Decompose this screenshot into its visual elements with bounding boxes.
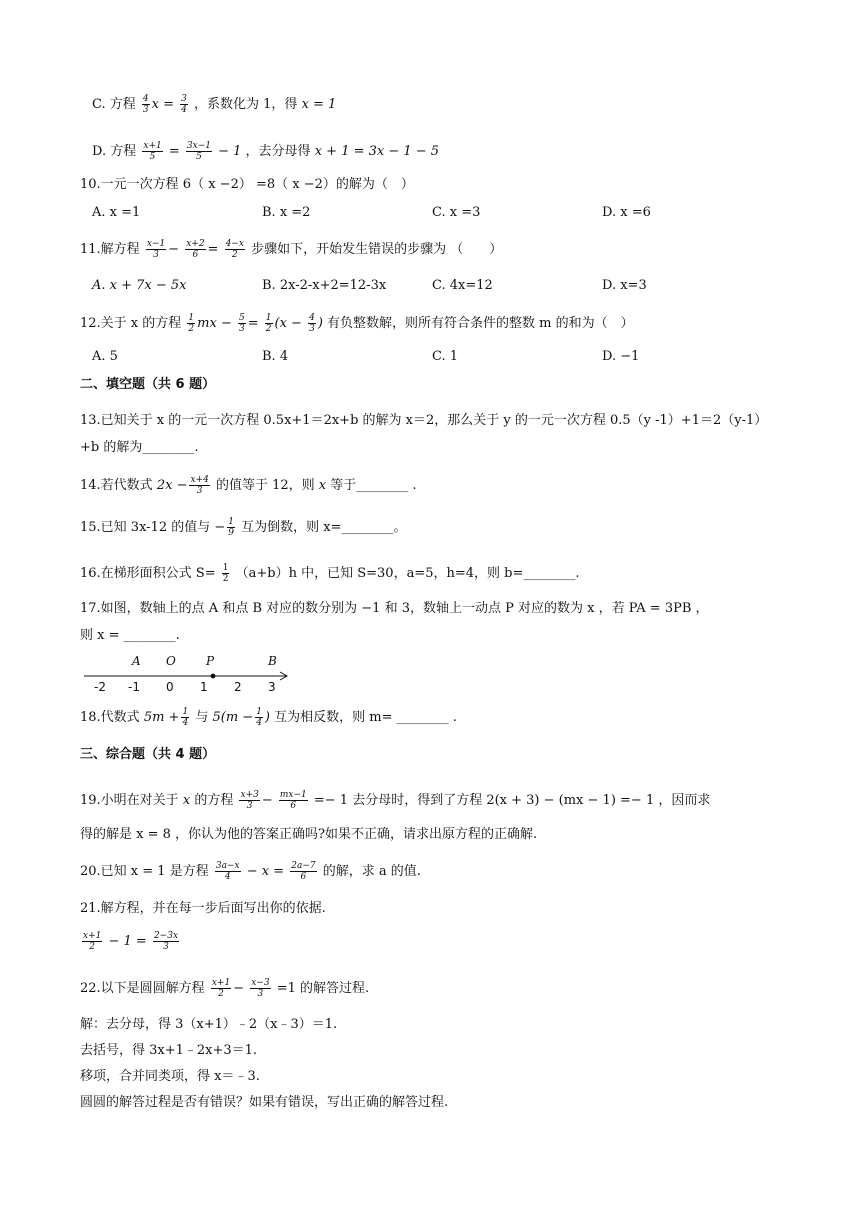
tick-label: -2 xyxy=(94,680,106,694)
question-20: 20.已知 x = 1 是方程 $\frac{3a-x}{4}$ − x = $\frac{2a-7}{6}$ 的解，求 a 的值. xyxy=(80,861,421,882)
fraction: $\frac{2a-7}{6}$ xyxy=(291,861,316,882)
option-b[interactable]: B. 4 xyxy=(262,349,289,364)
question-18: 18.代数式 5m + $\frac{1}{4}$ 与 5(m − $\frac{1}{4}$ ) 互为相反数，则 m= ________ . xyxy=(80,707,457,728)
question-19-line-1: 19.小明在对关于 x 的方程 $\frac{x+3}{3}$ − $\frac{mx-1}{6}$ =− 1 去分母时，得到了方程 2(x + 3) − (mx − 1) =− 1 ，因而求 xyxy=(80,790,711,811)
question-18-post: 互为相反数，则 m= ________ . xyxy=(274,710,457,725)
question-15: 15.已知 3x-12 的值与 − $\frac{1}{9}$ 互为倒数，则 x=________。 xyxy=(80,517,407,538)
option-d[interactable]: D. x =6 xyxy=(602,205,651,220)
question-13-line-1: 13.已知关于 x 的一元一次方程 0.5x+1＝2x+b 的解为 x＝2，那么关于 y 的一元一次方程 0.5（y -1）+1＝2（y-1） xyxy=(80,413,768,428)
fraction: $\frac{1}{4}$ xyxy=(256,707,262,728)
point-p-dot xyxy=(211,674,216,679)
question-21-equation: $\frac{x+1}{2}$ − 1 = $\frac{2-3x}{3}$ xyxy=(83,931,179,952)
option-b[interactable]: B. x =2 xyxy=(262,205,311,220)
question-16-post: （a+b）h 中，已知 S=30，a=5，h=4，则 b=________. xyxy=(235,566,580,581)
question-16-stem: 16.在梯形面积公式 S= xyxy=(80,566,216,581)
fraction: $\frac{1}{9}$ xyxy=(228,517,235,538)
question-20-post: 的解，求 a 的值. xyxy=(322,864,421,879)
fraction: $\frac{4}{3}$ xyxy=(309,313,315,334)
number-line-figure xyxy=(82,652,292,696)
fraction: $\frac{1}{2}$ xyxy=(265,313,272,334)
option-b[interactable]: B. 2x-2-x+2=12-3x xyxy=(262,278,387,293)
fraction: $\frac{3x-1}{5}$ xyxy=(186,141,211,162)
option-d[interactable]: D. x=3 xyxy=(602,278,647,293)
variable: x xyxy=(318,478,327,493)
question-20-stem: 20.已知 x = 1 是方程 xyxy=(80,864,209,879)
question-12-options xyxy=(92,347,792,367)
question-13-line-2: +b 的解为________. xyxy=(80,440,199,455)
fraction: $\frac{x+4}{3}$ xyxy=(190,475,209,496)
tick-label: 1 xyxy=(200,680,208,694)
question-15-stem: 15.已知 3x-12 的值与 xyxy=(80,520,211,535)
question-12: 12.关于 x 的方程 $\frac{1}{2}$ mx − $\frac{5}{3}$ = $\frac{1}{2}$ (x − $\frac{4}{3}$ ) 有负整数解，则所有符合条件的整数 m 的和为（ ） xyxy=(80,313,634,334)
question-17-line-2: 则 x = ________. xyxy=(80,628,180,643)
fraction: $\frac{2-3x}{3}$ xyxy=(153,931,179,952)
option-a[interactable]: A. x + 7x − 5x xyxy=(92,278,187,293)
question-16 xyxy=(80,563,580,584)
solution-line-1: 解：去分母，得 3（x+1）﹣2（x﹣3）＝1. xyxy=(80,1017,338,1032)
question-10: 10.一元一次方程 6（ x −2） =8（ x −2）的解为（ ） xyxy=(80,177,414,192)
fraction: $\frac{1}{2}$ xyxy=(188,313,195,334)
option-a[interactable]: A. 5 xyxy=(92,349,118,364)
fraction: $\frac{3a-x}{4}$ xyxy=(215,861,240,882)
option-c-suffix: ，系数化为 1，得 xyxy=(194,97,298,112)
question-11: 11.解方程 $\frac{x-1}{3}$ − $\frac{x+2}{6}$ = $\frac{4-x}{2}$ 步骤如下，开始发生错误的步骤为 （ ） xyxy=(80,239,503,260)
question-18-mid: 与 xyxy=(195,710,209,725)
fraction: $\frac{5}{3}$ xyxy=(239,313,245,334)
question-22-post: =1 的解答过程. xyxy=(276,981,370,996)
question-14-mid: 的值等于 12，则 xyxy=(215,478,315,493)
question-11-stem: 11.解方程 xyxy=(80,242,140,257)
fraction: $\frac{x+3}{3}$ xyxy=(240,790,259,811)
option-d-result: x + 1 = 3x − 1 − 5 xyxy=(314,144,440,159)
question-11-options xyxy=(92,276,792,296)
question-11-post: 步骤如下，开始发生错误的步骤为 （ ） xyxy=(251,242,503,257)
option-c[interactable]: C. 1 xyxy=(432,349,459,364)
question-12-post: 有负整数解，则所有符合条件的整数 m 的和为（ ） xyxy=(327,316,634,331)
question-14-stem: 14.若代数式 xyxy=(80,478,153,493)
fraction: $\frac{1}{4}$ xyxy=(182,707,189,728)
question-10-options xyxy=(92,203,792,223)
option-d[interactable]: D. −1 xyxy=(602,349,640,364)
fraction: $\frac{4-x}{2}$ xyxy=(225,239,244,260)
option-c[interactable]: C. 4x=12 xyxy=(432,278,493,293)
question-18-stem: 18.代数式 xyxy=(80,710,140,725)
question-19-mid: 的方程 xyxy=(194,793,234,808)
question-19-line-2: 得的解是 x = 8 ，你认为他的答案正确吗?如果不正确，请求出原方程的正确解. xyxy=(80,827,538,842)
question-22-stem: 22.以下是圆圆解方程 xyxy=(80,981,205,996)
fraction: $\frac{mx-1}{6}$ xyxy=(279,790,307,811)
question-19-stem: 19.小明在对关于 xyxy=(80,793,179,808)
point-o-label: O xyxy=(166,654,176,668)
option-d-prefix: D. 方程 xyxy=(92,144,137,159)
option-c-line: C. 方程 $\frac{4}{3}$ x = $\frac{3}{4}$ ，系数化为 1，得 x = 1 xyxy=(92,94,337,115)
question-14: 14.若代数式 2x − $\frac{x+4}{3}$ 的值等于 12，则 x 等于________ . xyxy=(80,475,417,496)
question-17-line-1: 17.如图，数轴上的点 A 和点 B 对应的数分别为 −1 和 3，数轴上一动点 P 对应的数为 x ，若 PA = 3PB ， xyxy=(80,601,709,616)
tick-label: 2 xyxy=(234,680,242,694)
section-2-heading: 二、填空题（共 6 题） xyxy=(80,377,216,392)
fraction: $\frac{x-3}{3}$ xyxy=(251,978,270,999)
question-21: 21.解方程，并在每一步后面写出你的依据. xyxy=(80,901,326,916)
option-d-tail: − 1 xyxy=(218,144,242,159)
option-c-prefix: C. 方程 xyxy=(92,97,136,112)
section-3-heading: 三、综合题（共 4 题） xyxy=(80,747,216,762)
solution-line-3: 移项，合并同类项，得 x＝﹣3. xyxy=(80,1069,260,1084)
tick-label: 0 xyxy=(166,680,174,694)
fraction: $\frac{3}{4}$ xyxy=(181,94,187,115)
option-c-result: x = 1 xyxy=(301,97,337,112)
fraction: $\frac{x+2}{6}$ xyxy=(186,239,205,260)
question-19-equation: =− 1 去分母时，得到了方程 2(x + 3) − (mx − 1) =− 1 ，因而求 xyxy=(313,793,711,808)
option-d-suffix: ，去分母得 xyxy=(245,144,311,159)
fraction: $\frac{4}{3}$ xyxy=(142,94,149,115)
tick-label: -1 xyxy=(128,680,140,694)
tick-label: 3 xyxy=(268,680,276,694)
fraction: $\frac{x+1}{2}$ xyxy=(83,931,102,952)
question-14-post: 等于________ . xyxy=(330,478,417,493)
question-22: 22.以下是圆圆解方程 $\frac{x+1}{2}$ − $\frac{x-3}{3}$ =1 的解答过程. xyxy=(80,978,370,999)
option-a[interactable]: A. x =1 xyxy=(92,205,141,220)
fraction: $\frac{1}{2}$ xyxy=(222,563,229,584)
point-a-label: A xyxy=(132,654,141,668)
question-15-post: 互为倒数，则 x=________。 xyxy=(241,520,407,535)
question-12-stem: 12.关于 x 的方程 xyxy=(80,316,182,331)
option-c[interactable]: C. x =3 xyxy=(432,205,481,220)
fraction: $\frac{x+1}{2}$ xyxy=(211,978,231,999)
solution-line-4: 圆圆的解答过程是否有错误？如果有错误，写出正确的解答过程. xyxy=(80,1095,449,1110)
fraction: $\frac{x+1}{5}$ xyxy=(143,141,162,162)
variable: x xyxy=(182,793,191,808)
fraction: $\frac{x-1}{3}$ xyxy=(146,239,166,260)
solution-line-2: 去括号，得 3x+1﹣2x+3＝1. xyxy=(80,1043,258,1058)
point-b-label: B xyxy=(268,654,277,668)
point-p-label: P xyxy=(206,654,215,668)
option-d-line: D. 方程 $\frac{x+1}{5}$ = $\frac{3x-1}{5}$ − 1 ，去分母得 x + 1 = 3x − 1 − 5 xyxy=(92,141,440,162)
